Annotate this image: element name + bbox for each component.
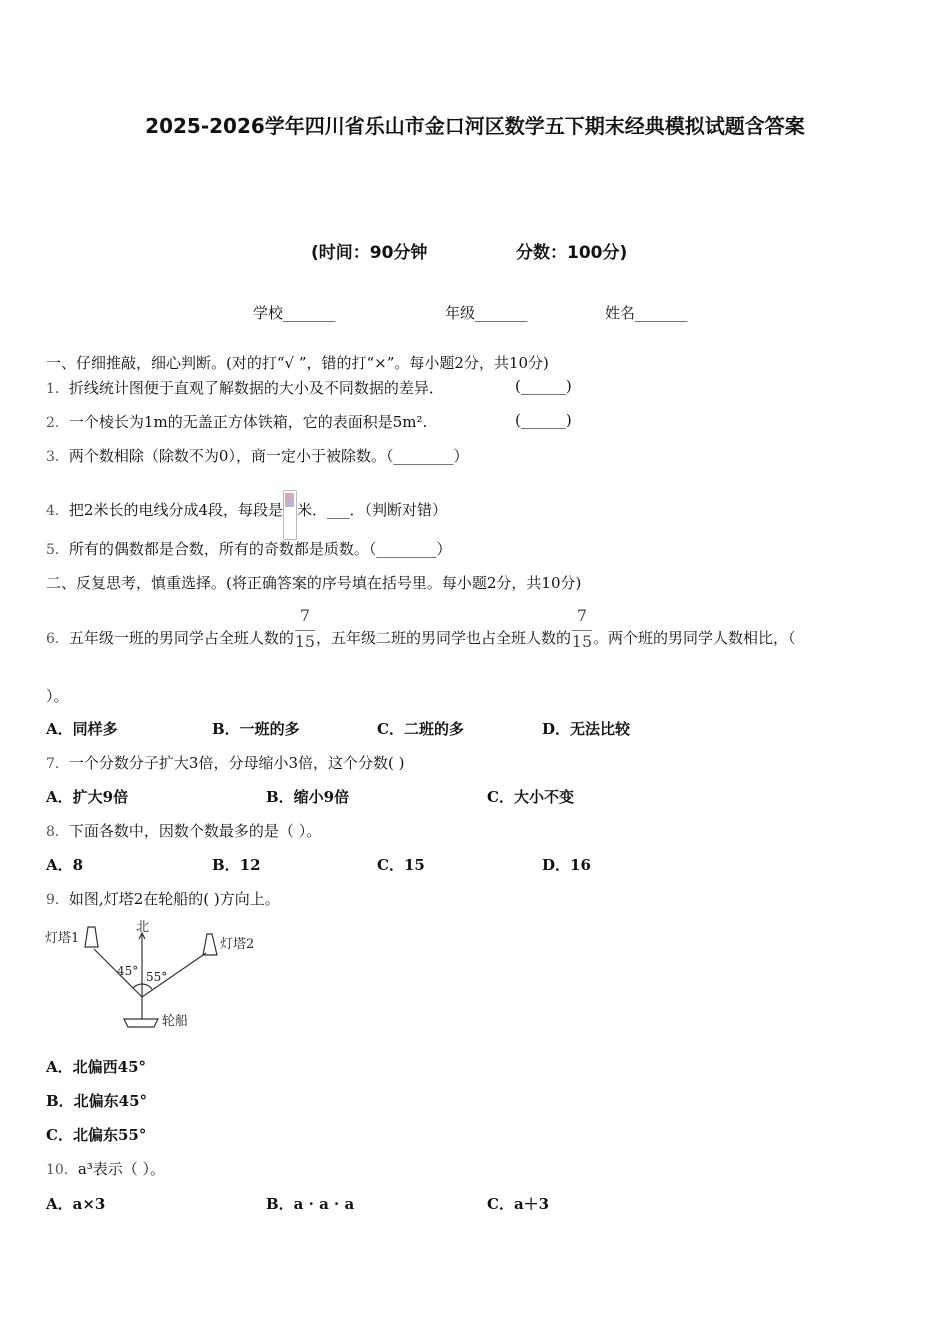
question-number: 7． [46, 756, 69, 772]
question-8 [46, 820, 321, 841]
option-c[interactable]: C．a＋3 [487, 1195, 550, 1213]
page-title: 2025-2026学年四川省乐山市金口河区数学五下期末经典模拟试题含答案 [145, 114, 805, 138]
question-text: a³表示（ ）。 [77, 1160, 166, 1178]
option-b[interactable]: B．一班的多 [212, 720, 300, 738]
question-text: 所有的偶数都是合数，所有的奇数都是质数。（________） [68, 540, 452, 558]
fraction-denominator: 15 [294, 632, 316, 651]
option-c[interactable]: C．二班的多 [377, 720, 464, 738]
angle-55-label: 55° [146, 970, 168, 984]
question-number: 3． [46, 449, 69, 465]
school-field[interactable]: 学校_______ [253, 304, 336, 322]
fraction-numerator: 7 [576, 606, 588, 625]
option-a[interactable]: A．8 [46, 856, 84, 874]
option-c[interactable]: C．大小不变 [487, 788, 574, 806]
question-text: 一个分数分子扩大3倍，分母缩小3倍，这个分数( ) [68, 754, 405, 772]
option-d[interactable]: D．无法比较 [542, 720, 631, 738]
option-b[interactable]: B．北偏东45° [46, 1092, 148, 1110]
lighthouse-1-label: 灯塔1 [45, 931, 80, 946]
lighthouse-2-icon [203, 934, 217, 955]
question-4 [46, 486, 447, 536]
option-a[interactable]: A．a×3 [46, 1195, 106, 1213]
north-label: 北 [136, 920, 150, 935]
question-text-start: 把2米长的电线分成4段，每段是 [68, 501, 284, 519]
question-text-part2: ，五年级二班的男同学也占全班人数的 [315, 629, 571, 647]
fraction-image [283, 490, 297, 540]
answer-blank[interactable]: (______) [515, 377, 572, 395]
fraction-denominator: 15 [571, 632, 593, 651]
lighthouse-2-label: 灯塔2 [220, 937, 255, 952]
score-label: 分数：100分) [516, 243, 628, 263]
question-6 [46, 606, 796, 656]
question-number: 6． [46, 631, 69, 647]
fraction-7-15-b [571, 606, 593, 656]
ship-label: 轮船 [162, 1014, 189, 1029]
question-7 [46, 752, 404, 773]
fraction-numerator: 7 [299, 606, 311, 625]
question-number: 8． [46, 824, 69, 840]
question-number: 9． [46, 892, 69, 908]
question-number: 2． [46, 415, 69, 431]
question-text-part3: 。两个班的男同学人数相比，（ [592, 629, 796, 647]
lighthouse-1-icon [85, 927, 98, 947]
question-number: 10． [46, 1162, 78, 1178]
question-number: 1． [46, 381, 69, 397]
section-2-heading: 二、反复思考，慎重选择。(将正确答案的序号填在括号里。每小题2分，共10分) [46, 574, 582, 592]
question-number: 4． [46, 503, 69, 519]
question-10 [46, 1158, 165, 1179]
grade-field[interactable]: 年级_______ [445, 304, 528, 322]
option-a[interactable]: A．北偏西45° [46, 1058, 147, 1076]
question-3 [46, 445, 468, 466]
option-a[interactable]: A．扩大9倍 [46, 788, 129, 806]
option-d[interactable]: D．16 [542, 856, 591, 874]
lighthouse-direction-figure [40, 915, 280, 1035]
question-9 [46, 888, 280, 909]
option-b[interactable]: B．12 [212, 856, 261, 874]
section-1-heading: 一、仔细推敲，细心判断。(对的打“√ ”，错的打“×”。每小题2分，共10分) [46, 354, 549, 372]
question-text: 如图,灯塔2在轮船的( )方向上。 [68, 890, 280, 908]
angle-45-label: 45° [117, 964, 139, 978]
option-b[interactable]: B．a · a · a [266, 1195, 355, 1213]
option-c[interactable]: C．北偏东55° [46, 1126, 147, 1144]
question-2 [46, 411, 572, 432]
answer-blank[interactable]: (______) [515, 411, 572, 429]
question-number: 5． [46, 542, 69, 558]
option-c[interactable]: C．15 [377, 856, 425, 874]
question-text: 折线统计图便于直观了解数据的大小及不同数据的差异． [68, 379, 444, 397]
ship-icon [124, 1019, 158, 1027]
option-a[interactable]: A．同样多 [46, 720, 118, 738]
question-text: 两个数相除（除数不为0），商一定小于被除数。（________） [68, 447, 469, 465]
question-1 [46, 377, 572, 398]
question-6-continued: ）。 [46, 687, 69, 705]
option-b[interactable]: B．缩小9倍 [266, 788, 350, 806]
fraction-7-15-a [294, 606, 316, 656]
question-text-end: 米．___．（判断对错） [297, 501, 448, 519]
question-5 [46, 538, 451, 559]
question-text-part1: 五年级一班的男同学占全班人数的 [68, 629, 294, 647]
question-text: 一个棱长为1m的无盖正方体铁箱，它的表面积是5m². [68, 413, 428, 431]
time-label: (时间：90分钟 [311, 243, 428, 263]
question-text: 下面各数中，因数个数最多的是（ ）。 [68, 822, 322, 840]
name-field[interactable]: 姓名_______ [605, 304, 688, 322]
